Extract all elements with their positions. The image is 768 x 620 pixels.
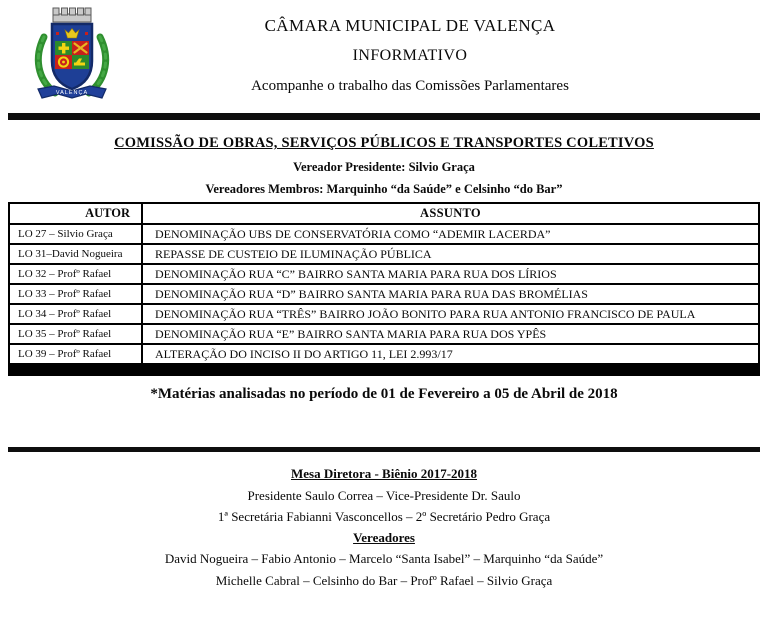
assunto-cell: DENOMINAÇÃO RUA “D” BAIRRO SANTA MARIA PARA RUA DAS BROMÉLIAS — [142, 284, 759, 304]
page-title: CÂMARA MUNICIPAL DE VALENÇA — [264, 16, 556, 35]
table-row — [9, 324, 759, 344]
footer-divider-bar — [8, 447, 760, 452]
header — [0, 0, 768, 113]
analysis-period-note: *Matérias analisadas no período de 01 de Fevereiro a 05 de Abril de 2018 — [150, 386, 618, 402]
table-row — [9, 344, 759, 364]
table-row — [9, 224, 759, 244]
autor-cell: LO 33 – Profº Rafael — [9, 284, 142, 304]
autor-cell: LO 32 – Profº Rafael — [9, 264, 142, 284]
shield-icon — [52, 24, 92, 89]
assunto-cell: DENOMINAÇÃO RUA “E” BAIRRO SANTA MARIA PARA RUA DOS YPÊS — [142, 324, 759, 344]
page-subtitle: INFORMATIVO — [352, 47, 468, 64]
autor-cell: LO 27 – Silvio Graça — [9, 224, 142, 244]
council-title: Vereadores — [353, 530, 415, 545]
coat-of-arms-logo — [28, 5, 116, 105]
logo-ribbon-text: VALENÇA — [55, 90, 89, 96]
table-header-row — [9, 203, 759, 224]
board-line-1: Presidente Saulo Correa – Vice-Presidente Dr. Saulo — [247, 488, 521, 503]
assunto-cell: DENOMINAÇÃO RUA “TRÊS” BAIRRO JOÃO BONITO PARA RUA ANTONIO FRANCISCO DE PAULA — [142, 304, 759, 324]
commission-members: Vereadores Membros: Marquinho “da Saúde” e Celsinho “do Bar” — [205, 182, 563, 196]
column-header-assunto: ASSUNTO — [142, 203, 759, 224]
table-row — [9, 304, 759, 324]
table-row — [9, 264, 759, 284]
council-line-2: Michelle Cabral – Celsinho do Bar – Profº Rafael – Silvio Graça — [215, 573, 553, 588]
table-bottom-bar — [8, 365, 760, 376]
column-header-autor: AUTOR — [9, 203, 142, 224]
assunto-cell: DENOMINAÇÃO RUA “C” BAIRRO SANTA MARIA PARA RUA DOS LÍRIOS — [142, 264, 759, 284]
autor-cell: LO 31–David Nogueira — [9, 244, 142, 264]
page-tagline: Acompanhe o trabalho das Comissões Parlamentares — [251, 78, 569, 94]
header-divider-bar — [8, 113, 760, 120]
commission-title: COMISSÃO DE OBRAS, SERVIÇOS PÚBLICOS E TRANSPORTES COLETIVOS — [114, 135, 654, 151]
autor-cell: LO 39 – Profº Rafael — [9, 344, 142, 364]
assunto-cell: REPASSE DE CUSTEIO DE ILUMINAÇÃO PÚBLICA — [142, 244, 759, 264]
council-line-1: David Nogueira – Fabio Antonio – Marcelo “Santa Isabel” – Marquinho “da Saúde” — [164, 551, 604, 566]
mural-crown-icon — [53, 8, 91, 22]
table-row — [9, 284, 759, 304]
autor-cell: LO 35 – Profº Rafael — [9, 324, 142, 344]
matters-table — [8, 202, 760, 365]
board-title: Mesa Diretora - Biênio 2017-2018 — [290, 466, 478, 481]
commission-section — [0, 135, 768, 197]
footer — [0, 466, 768, 589]
assunto-cell: DENOMINAÇÃO UBS DE CONSERVATÓRIA COMO “ADEMIR LACERDA” — [142, 224, 759, 244]
autor-cell: LO 34 – Profº Rafael — [9, 304, 142, 324]
assunto-cell: ALTERAÇÃO DO INCISO II DO ARTIGO 11, LEI 2.993/17 — [142, 344, 759, 364]
board-line-2: 1ª Secretária Fabianni Vasconcellos – 2º Secretário Pedro Graça — [217, 509, 551, 524]
commission-president: Vereador Presidente: Silvio Graça — [293, 160, 475, 174]
table-row — [9, 244, 759, 264]
